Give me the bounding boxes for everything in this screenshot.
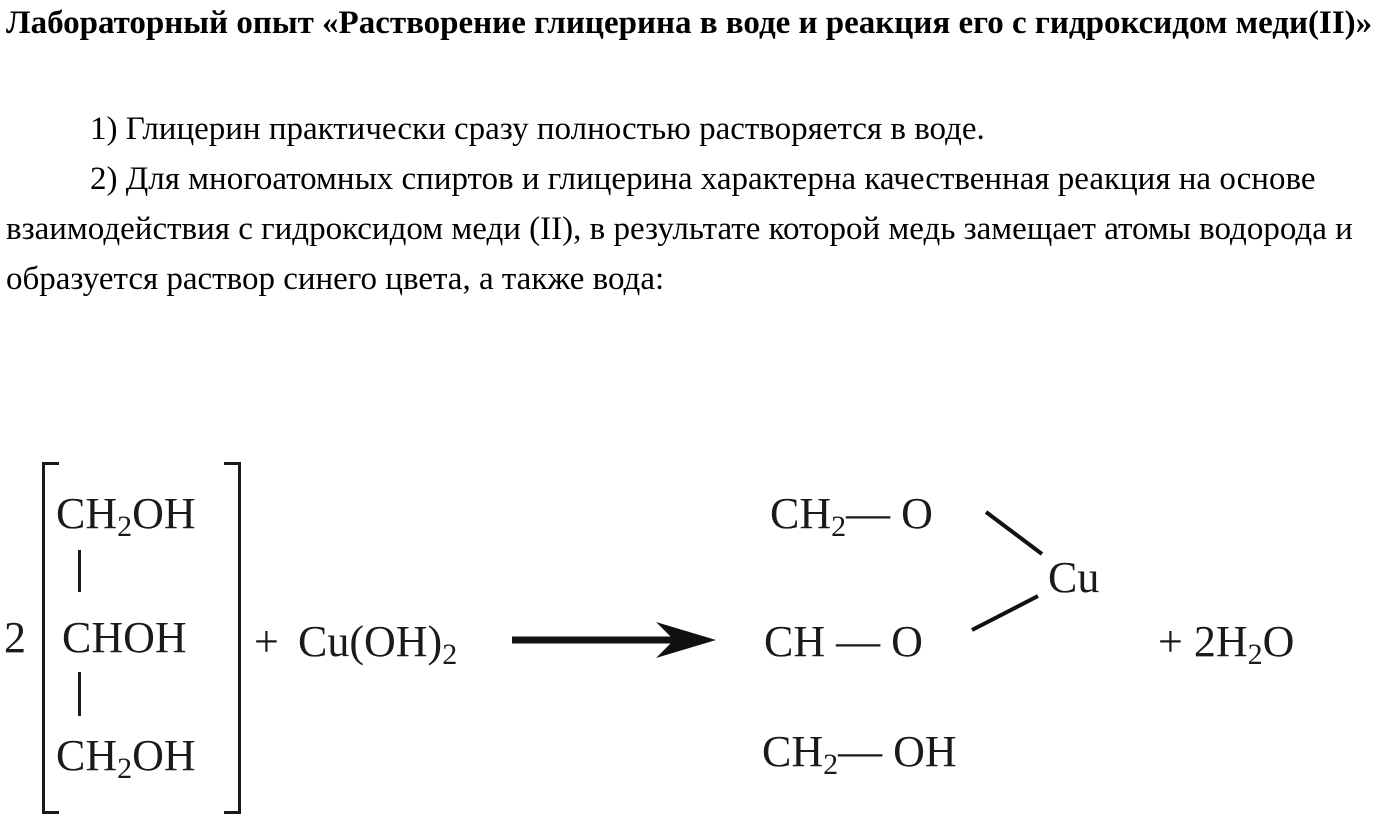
- bond-o1-cu: [986, 512, 1042, 554]
- byproduct-water: + $2H_2O$: [1158, 617, 1295, 671]
- reaction-arrow-icon: [508, 616, 720, 664]
- copper-bonds: [960, 500, 1060, 640]
- document-body: [6, 104, 1396, 304]
- paragraph-2: 2) Для многоатомных спиртов и глицерина характерна качественная реакция на основе взаимодействия с гидроксидом меди (II), в результате которой медь замещает атомы водорода и образуется раствор синего цвета, а также вода:: [6, 161, 1353, 297]
- paragraph-1: 1) Глицерин практически сразу полностью растворяется в воде.: [90, 111, 985, 147]
- product-row-1: $CH_2—$ O: [770, 489, 933, 543]
- product-copper: Cu: [1048, 553, 1100, 602]
- glycerol-bottom-group: $CH_2OH$: [56, 731, 196, 785]
- glycerol-top-group: $CH_2OH$: [56, 489, 196, 543]
- glycerol-middle-group: CHOH: [62, 613, 187, 662]
- document-title: Лабораторный опыт «Растворение глицерина в воде и реакция его с гидроксидом меди(II)»: [6, 5, 1373, 41]
- glycerol-bond-1: [78, 550, 81, 592]
- glycerol-bond-2: [78, 672, 81, 716]
- reaction-equation: [0, 440, 1400, 815]
- coefficient: 2: [4, 613, 26, 662]
- product-row-3: $CH_2—$ OH: [762, 727, 957, 781]
- right-bracket: [224, 462, 241, 814]
- reagent-formula: $Cu(OH)_2$: [298, 617, 458, 671]
- bond-o2-cu: [972, 596, 1038, 630]
- product-row-2: CH — O: [764, 617, 923, 666]
- reagent-plus: +: [254, 617, 279, 666]
